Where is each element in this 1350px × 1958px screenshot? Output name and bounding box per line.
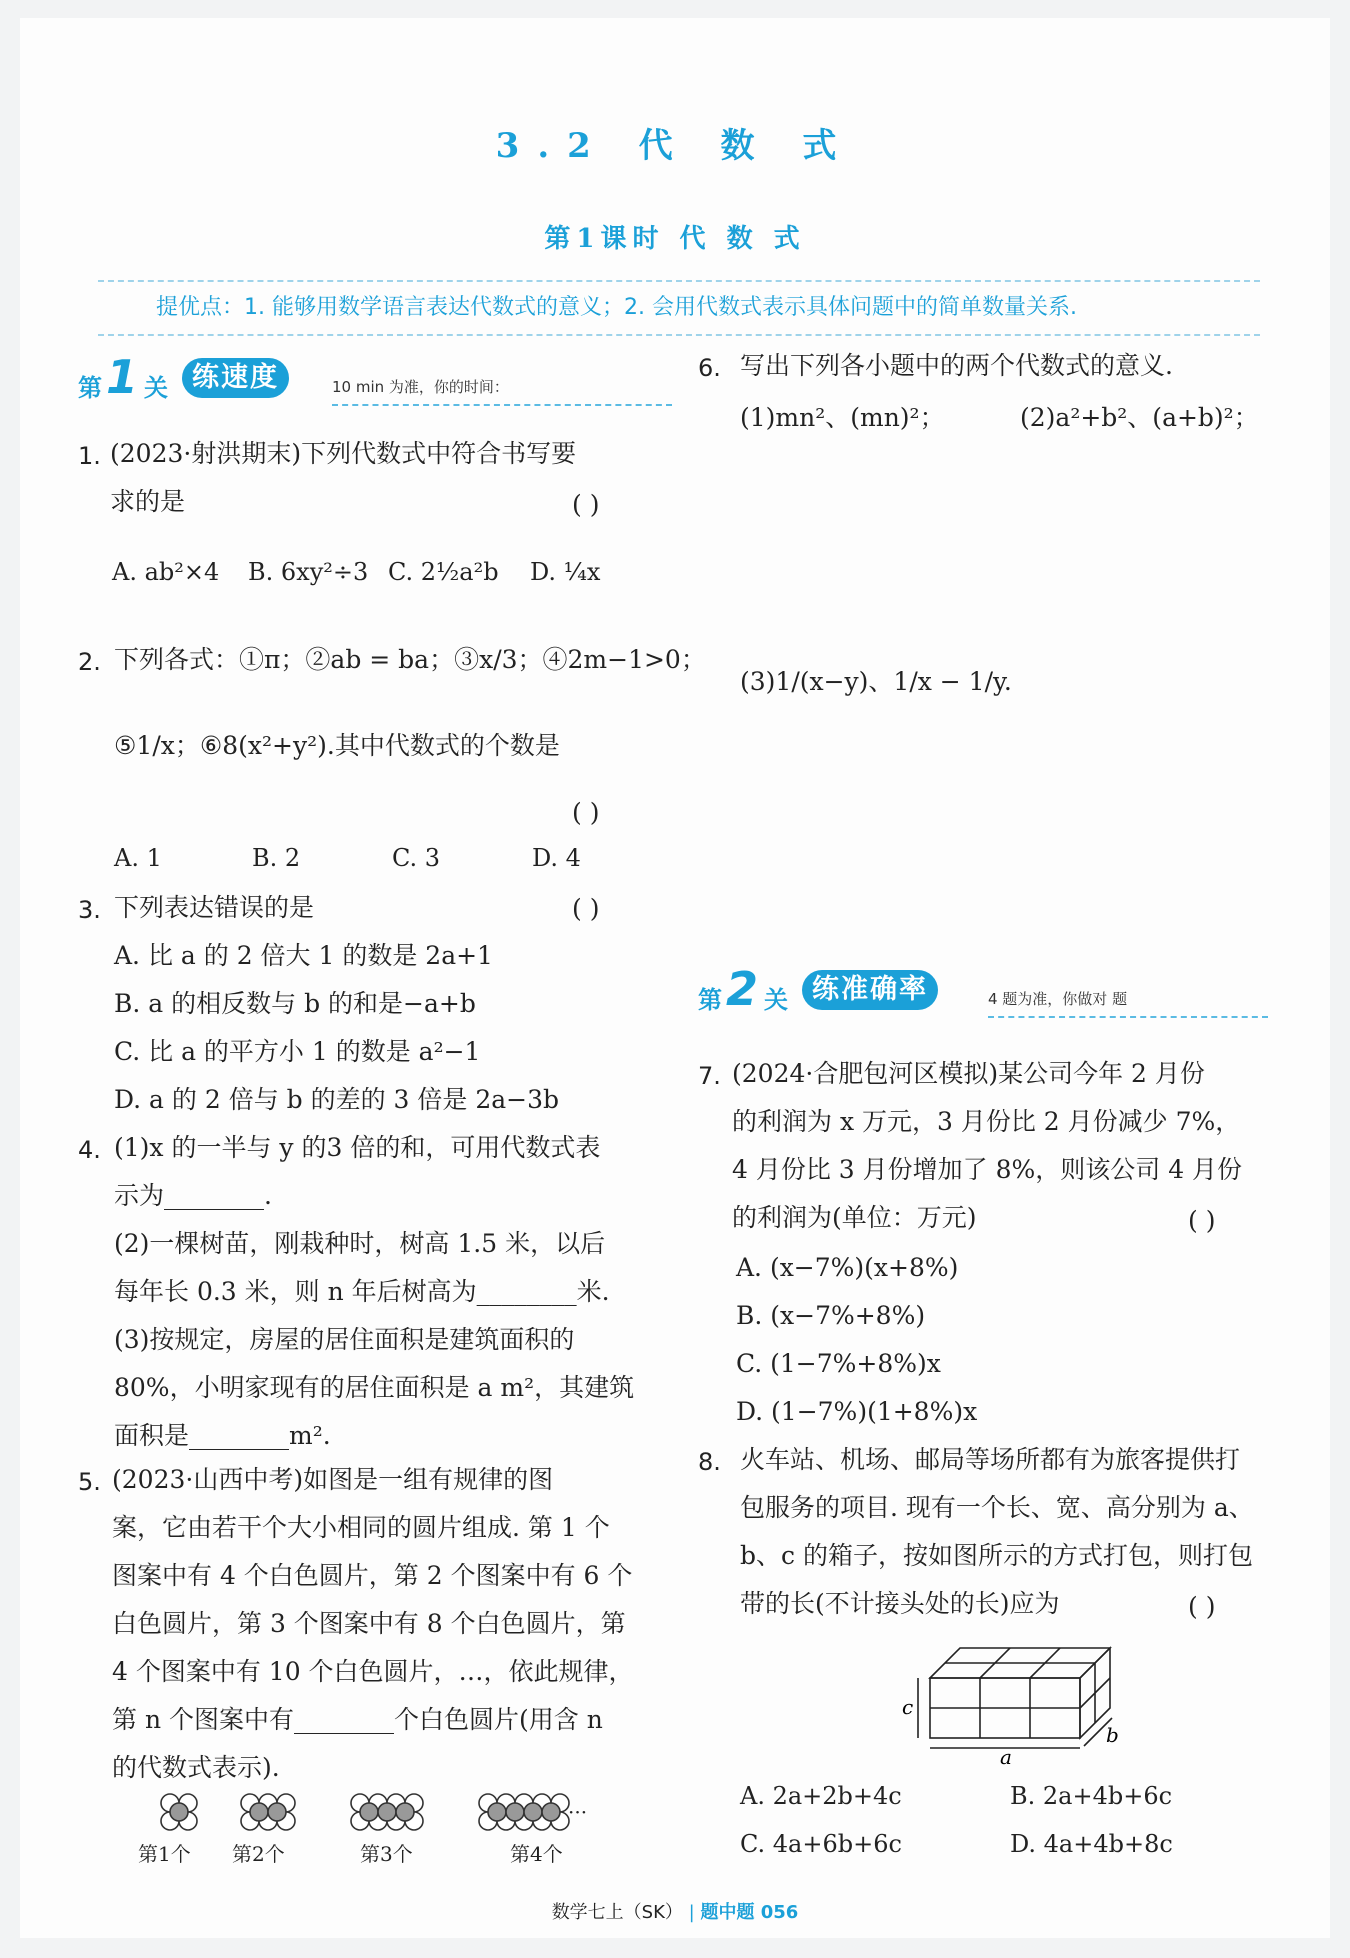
question-text: 的利润为(单位：万元) <box>732 1203 977 1232</box>
section-number: 2 <box>726 962 759 1016</box>
question-text: (3)按规定，房屋的居住面积是建筑面积的 <box>114 1325 575 1354</box>
question-number: 3. <box>78 896 101 924</box>
question-text: (2023·射洪期末)下列代数式中符合书写要 <box>110 439 577 468</box>
question-text: (1)x 的一半与 y 的3 倍的和，可用代数式表 <box>114 1133 601 1162</box>
box-packing-figure <box>900 1638 1130 1768</box>
option-d: D. 4 <box>532 844 581 872</box>
footer-separator: | <box>688 1902 701 1923</box>
question-text: (2024·合肥包河区模拟)某公司今年 2 月份 <box>732 1059 1205 1088</box>
option-a: A. (x−7%)(x+8%) <box>736 1253 959 1282</box>
box-label-a: a <box>1000 1745 1012 1768</box>
question-text: 面积是________m². <box>114 1421 331 1450</box>
option-b: B. 6xy²÷3 <box>248 558 369 586</box>
question-text: (2023·山西中考)如图是一组有规律的图 <box>112 1465 554 1494</box>
question-text: 包服务的项目. 现有一个长、宽、高分别为 a、 <box>740 1493 1254 1522</box>
pattern-caption-1: 第1个 <box>138 1842 191 1866</box>
question-text: b、c 的箱子，按如图所示的方式打包，则打包 <box>740 1541 1253 1570</box>
section-badge: 练速度 <box>182 358 289 398</box>
section-divider <box>332 404 672 406</box>
page-footer <box>20 1898 1330 1924</box>
question-text: 4 月份比 3 月份增加了 8%，则该公司 4 月份 <box>732 1155 1243 1184</box>
question-text: 示为________. <box>114 1181 272 1210</box>
question-text: 第 n 个图案中有________个白色圆片(用含 n <box>112 1705 603 1734</box>
pattern-ellipsis: ··· <box>568 1800 588 1824</box>
question-text: 的代数式表示). <box>112 1753 280 1782</box>
pattern-caption-4: 第4个 <box>510 1842 563 1866</box>
learning-goals: 提优点：1. 能够用数学语言表达代数式的意义；2. 会用代数式表示具体问题中的简单数量关系. <box>98 280 1260 336</box>
option-a: A. 比 a 的 2 倍大 1 的数是 2a+1 <box>114 941 493 970</box>
question-number: 4. <box>78 1136 101 1164</box>
section-suffix: 关 <box>764 986 788 1014</box>
sub-question-3: (3)1/(x−y)、1/x − 1/y. <box>740 667 1012 696</box>
section-hint: 10 min 为准，你的时间： <box>332 378 509 396</box>
question-text: 每年长 0.3 米，则 n 年后树高为________米. <box>114 1277 610 1306</box>
page <box>20 18 1330 1938</box>
pattern-caption-2: 第2个 <box>232 1842 285 1866</box>
box-label-b: b <box>1106 1723 1119 1747</box>
section-badge: 练准确率 <box>802 970 938 1010</box>
question-text: 带的长(不计接头处的长)应为 <box>740 1589 1060 1618</box>
option-d: D. a 的 2 倍与 b 的差的 3 倍是 2a−3b <box>114 1085 560 1114</box>
lesson-subtitle: 第1课时 代 数 式 <box>544 224 806 254</box>
option-d: D. (1−7%)(1+8%)x <box>736 1397 978 1426</box>
section-hint: 4 题为准，你做对 题 <box>988 990 1128 1008</box>
question-text: 火车站、机场、邮局等场所都有为旅客提供打 <box>740 1445 1241 1474</box>
question-text: 求的是 <box>110 487 186 516</box>
question-text: (2)一棵树苗，刚栽种时，树高 1.5 米，以后 <box>114 1229 606 1258</box>
section-1-header <box>78 348 678 408</box>
question-text: 图案中有 4 个白色圆片，第 2 个图案中有 6 个 <box>112 1561 633 1590</box>
question-text: 白色圆片，第 3 个图案中有 8 个白色圆片，第 <box>112 1609 626 1638</box>
section-suffix: 关 <box>144 374 168 402</box>
question-number: 6. <box>698 354 721 382</box>
answer-blank: ( ) <box>1188 1592 1216 1621</box>
option-d: D. ¼x <box>530 558 601 586</box>
answer-blank: ( ) <box>572 490 600 519</box>
answer-blank: ( ) <box>572 894 600 923</box>
box-label-c: c <box>902 1695 914 1719</box>
option-c: C. 4a+6b+6c <box>740 1830 902 1858</box>
question-text: 4 个图案中有 10 个白色圆片，…，依此规律， <box>112 1657 634 1686</box>
option-c: C. (1−7%+8%)x <box>736 1349 941 1378</box>
option-c: C. 2½a²b <box>388 558 499 586</box>
option-a: A. 2a+2b+4c <box>740 1782 902 1810</box>
option-d: D. 4a+4b+8c <box>1010 1830 1173 1858</box>
section-number: 1 <box>106 350 139 404</box>
question-text: 下列各式：①π；②ab = ba；③x/3；④2m−1>0； <box>114 645 706 674</box>
question-number: 1. <box>78 442 101 470</box>
section-divider <box>988 1016 1268 1018</box>
option-a: A. ab²×4 <box>112 558 220 586</box>
option-b: B. 2 <box>252 844 301 872</box>
section-2-header <box>698 960 1298 1020</box>
footer-page: 题中题 056 <box>700 1902 799 1923</box>
question-number: 5. <box>78 1468 101 1496</box>
option-c: C. 比 a 的平方小 1 的数是 a²−1 <box>114 1037 481 1066</box>
question-text: 80%，小明家现有的居住面积是 a m²，其建筑 <box>114 1373 635 1402</box>
question-text: 写出下列各小题中的两个代数式的意义. <box>740 351 1173 380</box>
question-text: 下列表达错误的是 <box>114 893 315 922</box>
sub-question-2: (2)a²+b²、(a+b)²； <box>1020 403 1259 432</box>
section-prefix: 第 <box>78 374 102 402</box>
question-number: 2. <box>78 648 101 676</box>
option-c: C. 3 <box>392 844 441 872</box>
question-text: ⑤1/x；⑥8(x²+y²).其中代数式的个数是 <box>114 731 560 760</box>
question-text: 案，它由若干个大小相同的圆片组成. 第 1 个 <box>112 1513 610 1542</box>
option-b: B. (x−7%+8%) <box>736 1301 926 1330</box>
question-text: 的利润为 x 万元，3 月份比 2 月份减少 7%， <box>732 1107 1241 1136</box>
question-number: 8. <box>698 1448 721 1476</box>
page-title: 3.2 代 数 式 <box>495 126 855 166</box>
question-number: 7. <box>698 1062 721 1090</box>
pattern-caption-3: 第3个 <box>360 1842 413 1866</box>
footer-book: 数学七上（SK） <box>551 1902 683 1923</box>
answer-blank: ( ) <box>1188 1206 1216 1235</box>
sub-question-1: (1)mn²、(mn)²； <box>740 403 945 432</box>
option-a: A. 1 <box>114 844 162 872</box>
option-b: B. 2a+4b+6c <box>1010 1782 1173 1810</box>
answer-blank: ( ) <box>572 798 600 827</box>
option-b: B. a 的相反数与 b 的和是−a+b <box>114 989 476 1018</box>
section-prefix: 第 <box>698 986 722 1014</box>
